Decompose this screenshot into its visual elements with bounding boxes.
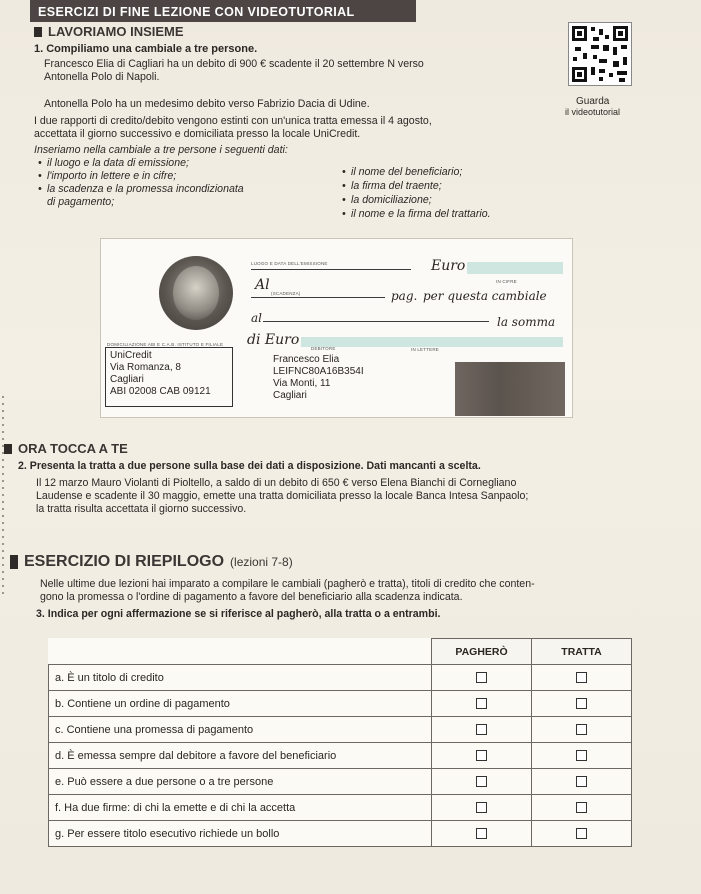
cheque-al: Al	[255, 277, 270, 293]
ex1-line2: Antonella Polo di Napoli.	[44, 71, 160, 83]
ex1-line3: Antonella Polo ha un medesimo debito verso Fabrizio Dacia di Udine.	[44, 98, 370, 110]
debtor-name: Francesco Elia	[273, 354, 340, 365]
ex1-bullet2: • l'importo in lettere e in cifre;	[47, 170, 176, 183]
row-statement: e. Può essere a due persone o a tre persone	[49, 769, 432, 795]
row-statement: f. Ha due firme: di chi la emette e di chi la accetta	[49, 795, 432, 821]
label-in-cifre: IN CIFRE	[496, 279, 517, 284]
ex1-title: 1. Compiliamo una cambiale a tre persone.	[34, 43, 258, 55]
ex1-line6: Inseriamo nella cambiale a tre persone i seguenti dati:	[34, 144, 288, 156]
qr-caption-videotutorial: il videotutorial	[565, 107, 621, 117]
ex1-line1: Francesco Elia di Cagliari ha un debito di 900 € scadente il 20 settembre N verso	[44, 58, 424, 70]
cheque-al2: al	[251, 311, 262, 325]
header-tratta: TRATTA	[532, 639, 632, 665]
qr-code-icon[interactable]	[568, 22, 632, 86]
checkbox-icon[interactable]	[576, 672, 587, 683]
checkbox-icon[interactable]	[476, 698, 487, 709]
checkbox-icon[interactable]	[476, 802, 487, 813]
domiciliazione-box	[105, 347, 233, 407]
ex2-title: 2. Presenta la tratta a due persone sulla base dei dati a disposizione. Dati mancanti a scelta.	[18, 460, 481, 472]
amount-figures-box[interactable]	[467, 262, 563, 274]
section-square-icon	[4, 444, 12, 454]
section-riepilogo	[10, 553, 293, 571]
bank-name: UniCredit	[110, 350, 152, 361]
table-row	[49, 821, 632, 847]
label-luogo-data: LUOGO E DATA DELL'EMISSIONE	[251, 261, 328, 266]
riepilogo-line2: gono la promessa o l'ordine di pagamento a favore del beneficiario alla scadenza indicata.	[40, 591, 463, 603]
row-statement: a. È un titolo di credito	[49, 665, 432, 691]
cheque-pag: pag.	[391, 289, 418, 303]
checkbox-icon[interactable]	[576, 750, 587, 761]
margin-dots	[2, 396, 4, 596]
amount-letters-box[interactable]	[301, 337, 563, 347]
checkbox-icon[interactable]	[476, 828, 487, 839]
debtor-tax-code: LEIFNC80A16B354I	[273, 366, 364, 377]
label-in-lettere: IN LETTERE	[411, 347, 440, 352]
table-row	[49, 717, 632, 743]
row-statement: b. Contiene un ordine di pagamento	[49, 691, 432, 717]
header-pagherò: PAGHERÒ	[432, 639, 532, 665]
ex2-line3: la tratta risulta accettata il giorno successivo.	[36, 503, 247, 515]
affermazioni-table	[48, 638, 632, 847]
checkbox-icon[interactable]	[576, 802, 587, 813]
checkbox-icon[interactable]	[576, 828, 587, 839]
label-debitore: DEBITORE	[311, 346, 336, 351]
riepilogo-line1: Nelle ultime due lezioni hai imparato a compilare le cambiali (pagherò e tratta), titoli di credito che conten-	[40, 578, 535, 590]
checkbox-icon[interactable]	[476, 724, 487, 735]
checkbox-icon[interactable]	[476, 672, 487, 683]
table-header-blank	[49, 639, 432, 665]
ex1-bullet3: • la scadenza e la promessa incondizionata	[47, 183, 244, 196]
row-statement: c. Contiene una promessa di pagamento	[49, 717, 432, 743]
ex1-bullet3-cont: di pagamento;	[47, 196, 115, 208]
section-subtitle: (lezioni 7-8)	[230, 555, 293, 569]
cambiale-form	[100, 238, 573, 418]
section-lavoriamo	[34, 24, 184, 39]
ex1-bullet4: • il nome del beneficiario;	[351, 166, 462, 179]
table-row	[49, 743, 632, 769]
section-title: LAVORIAMO INSIEME	[48, 24, 184, 39]
signature-area	[455, 362, 565, 416]
exercise-banner: ESERCIZI DI FINE LEZIONE CON VIDEOTUTORIAL	[30, 0, 416, 22]
debtor-address: Via Monti, 11	[273, 378, 331, 389]
checkbox-icon[interactable]	[576, 776, 587, 787]
ex1-line4: I due rapporti di credito/debito vengono estinti con un'unica tratta emessa il 4 agosto,	[34, 115, 432, 127]
label-scadenza: (SCADENZA)	[271, 291, 301, 296]
table-header-row	[49, 639, 632, 665]
ex1-bullet6: • la domiciliazione;	[351, 194, 432, 207]
checkbox-icon[interactable]	[576, 698, 587, 709]
table-row	[49, 795, 632, 821]
ex2-line1: Il 12 marzo Mauro Violanti di Pioltello, a saldo di un debito di 650 € verso Elena Bianchi di Cornegliano	[36, 477, 517, 489]
ex1-bullet1: • il luogo e la data di emissione;	[47, 157, 189, 170]
cheque-di-euro: di Euro	[247, 332, 300, 348]
cheque-euro: Euro	[431, 258, 466, 274]
bank-address: Via Romanza, 8	[110, 362, 181, 373]
cheque-la-somma: la somma	[497, 315, 556, 329]
section-title: ORA TOCCA A TE	[18, 441, 128, 456]
section-square-icon	[10, 555, 18, 569]
emblem-icon	[159, 256, 233, 330]
ex1-bullet7: • il nome e la firma del trattario.	[351, 208, 491, 221]
qr-caption-guarda: Guarda	[576, 96, 610, 107]
section-ora-tocca	[4, 441, 128, 456]
section-title: ESERCIZIO DI RIEPILOGO	[24, 553, 225, 570]
table-row	[49, 769, 632, 795]
ex1-line5: accettata il giorno successivo e domiciliata presso la locale UniCredit.	[34, 128, 361, 140]
checkbox-icon[interactable]	[476, 776, 487, 787]
checkbox-icon[interactable]	[576, 724, 587, 735]
label-domiciliazione: DOMICILIAZIONE ABI E C.A.B. ISTITUTO E FILIALE	[107, 342, 224, 347]
row-statement: d. È emessa sempre dal debitore a favore del beneficiario	[49, 743, 432, 769]
bank-city: Cagliari	[110, 374, 144, 385]
debitore-box	[269, 352, 373, 410]
ex3-title: 3. Indica per ogni affermazione se si riferisce al pagherò, alla tratta o a entrambi.	[36, 608, 441, 620]
debtor-city: Cagliari	[273, 390, 307, 401]
bank-codes: ABI 02008 CAB 09121	[110, 386, 211, 397]
ex2-line2: Laudense e scadente il 30 maggio, emette una tratta domiciliata presso la locale Banca Intesa Sanpaolo;	[36, 490, 529, 502]
row-statement: g. Per essere titolo esecutivo richiede un bollo	[49, 821, 432, 847]
checkbox-icon[interactable]	[476, 750, 487, 761]
cheque-per-questa: per questa cambiale	[423, 289, 547, 303]
ex1-bullet5: • la firma del traente;	[351, 180, 442, 193]
table-row	[49, 665, 632, 691]
section-square-icon	[34, 27, 42, 37]
table-row	[49, 691, 632, 717]
